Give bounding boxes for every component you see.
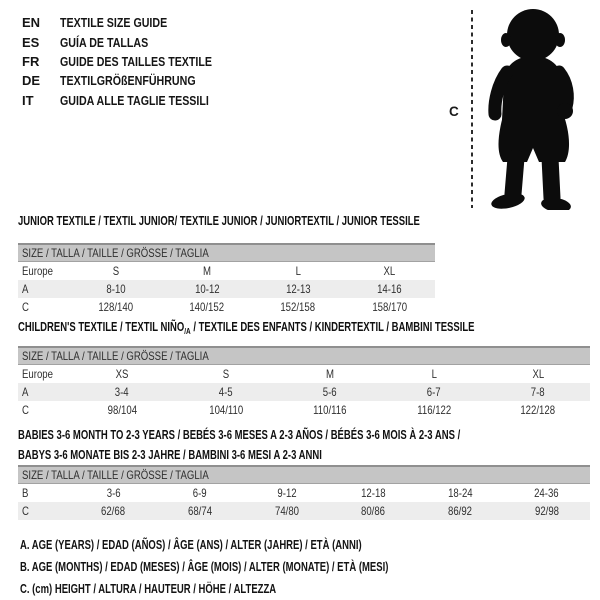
table-cell xyxy=(70,486,157,500)
table-cell xyxy=(70,367,174,381)
table-cell xyxy=(278,385,382,399)
section-title-line1 xyxy=(18,425,590,445)
table-cell xyxy=(278,367,382,381)
section-title-line2 xyxy=(18,445,590,465)
table-rows xyxy=(18,484,590,520)
table-cell xyxy=(253,282,344,296)
table-cell xyxy=(161,300,252,314)
table-row xyxy=(18,280,435,298)
table-cell-text: 80/86 xyxy=(361,504,386,518)
row-label xyxy=(18,264,70,278)
table-cell xyxy=(503,504,590,518)
table-cell xyxy=(382,403,486,417)
table-cell xyxy=(486,403,590,417)
table-cell-text: 158/170 xyxy=(372,300,407,314)
row-label xyxy=(18,486,70,500)
language-code: DE xyxy=(22,73,41,89)
table-cell-text: 110/116 xyxy=(313,403,347,417)
footnote xyxy=(20,556,505,578)
babies-size-table xyxy=(18,465,590,520)
language-title: TEXTILGRÖßENFÜHRUNG xyxy=(60,73,196,89)
table-cell-text: 3-6 xyxy=(106,486,121,500)
table-cell-text: 128/140 xyxy=(98,300,133,314)
table-row xyxy=(18,365,590,383)
table-cell xyxy=(161,282,252,296)
table-cell-text: 152/158 xyxy=(280,300,316,314)
table-cell xyxy=(70,403,174,417)
table-cell xyxy=(70,300,161,314)
row-label-text: C xyxy=(22,403,29,417)
section-title xyxy=(18,320,590,334)
table-cell-text: 12-18 xyxy=(361,486,386,500)
table-cell xyxy=(253,300,344,314)
language-row xyxy=(22,71,245,90)
language-row xyxy=(22,13,245,32)
table-cell xyxy=(70,282,161,296)
table-row xyxy=(18,502,590,520)
table-cell xyxy=(344,282,435,296)
table-cell xyxy=(174,403,278,417)
language-title: GUIDA ALLE TAGLIE TESSILI xyxy=(60,92,209,108)
row-label-text: C xyxy=(22,504,29,518)
language-row xyxy=(22,52,245,71)
language-code: EN xyxy=(22,15,41,31)
table-cell xyxy=(486,385,590,399)
footnote xyxy=(20,534,505,556)
size-header-text: SIZE / TALLA / TAILLE / GRÖSSE / TAGLIA xyxy=(22,246,209,260)
footnote xyxy=(20,578,505,600)
row-label-text: Europe xyxy=(22,367,53,381)
section-junior-textile xyxy=(18,214,435,316)
table-cell xyxy=(503,486,590,500)
footnote-text: B. AGE (MONTHS) / EDAD (MESES) / ÂGE (MOIS) / ALTER (MONATE) / ETÀ (MESI) xyxy=(20,560,389,574)
table-cell xyxy=(344,300,435,314)
size-header-text: SIZE / TALLA / TAILLE / GRÖSSE / TAGLIA xyxy=(22,468,209,482)
size-table-header-bar xyxy=(18,346,590,365)
table-cell-text: 68/74 xyxy=(187,504,213,518)
row-label xyxy=(18,282,70,296)
row-label-text: A xyxy=(22,282,29,296)
size-table-header-bar xyxy=(18,243,435,262)
title-part-before: CHILDREN'S TEXTILE / TEXTIL NIÑO xyxy=(18,320,185,334)
baby-silhouette-icon xyxy=(483,8,583,210)
table-rows xyxy=(18,262,435,316)
title-part-sub: /A xyxy=(184,326,191,336)
table-cell xyxy=(70,264,161,278)
table-cell-text: 24-36 xyxy=(534,486,559,500)
table-cell xyxy=(417,486,504,500)
height-measure-dashed-line xyxy=(471,10,473,208)
section-childrens-textile xyxy=(18,320,590,419)
row-label xyxy=(18,385,70,399)
table-row xyxy=(18,401,590,419)
table-cell xyxy=(330,504,417,518)
children-size-table xyxy=(18,346,590,419)
footnote-text: C. (cm) HEIGHT / ALTURA / HAUTEUR / HÖHE / ALTEZZA xyxy=(20,582,277,596)
table-cell-text: L xyxy=(295,264,301,278)
table-cell-text: 6-9 xyxy=(193,486,207,500)
language-title: GUIDE DES TAILLES TEXTILE xyxy=(60,53,213,69)
table-cell-text: XL xyxy=(383,264,396,278)
table-cell xyxy=(243,486,330,500)
language-row xyxy=(22,91,245,110)
table-cell xyxy=(243,504,330,518)
section-title-text: BABIES 3-6 MONTH TO 2-3 YEARS / BEBÉS 3-6 MESES A 2-3 AÑOS / BÉBÉS 3-6 MOIS À 2-3 ANS / xyxy=(18,428,461,442)
table-cell xyxy=(382,385,486,399)
title-part-after: / TEXTILE DES ENFANTS / KINDERTEXTIL / BAMBINI TESSILE xyxy=(190,320,475,334)
row-label-text: A xyxy=(22,385,29,399)
table-cell-text: 92/98 xyxy=(534,504,559,518)
table-cell-text: 3-4 xyxy=(115,385,129,399)
footnote-text: A. AGE (YEARS) / EDAD (AÑOS) / ÂGE (ANS) / ALTER (JAHRE) / ETÀ (ANNI) xyxy=(20,538,362,552)
footnotes xyxy=(20,534,505,600)
language-code: IT xyxy=(22,92,34,108)
table-cell-text: 140/152 xyxy=(189,300,225,314)
table-cell-text: 10-12 xyxy=(194,282,220,296)
table-cell xyxy=(382,367,486,381)
table-cell xyxy=(161,264,252,278)
table-cell-text: 8-10 xyxy=(106,282,126,296)
table-cell-text: 6-7 xyxy=(427,385,441,399)
table-cell-text: S xyxy=(222,367,230,381)
table-cell-text: 9-12 xyxy=(277,486,297,500)
table-cell-text: 104/110 xyxy=(209,403,243,417)
size-header-text: SIZE / TALLA / TAILLE / GRÖSSE / TAGLIA xyxy=(22,349,209,363)
table-cell-text: M xyxy=(326,367,334,381)
language-list xyxy=(22,13,245,110)
section-title xyxy=(18,214,435,228)
table-cell xyxy=(278,403,382,417)
language-title: TEXTILE SIZE GUIDE xyxy=(60,15,168,31)
language-row xyxy=(22,32,245,51)
table-cell xyxy=(486,367,590,381)
table-cell-text: 14-16 xyxy=(377,282,402,296)
table-cell-text: 12-13 xyxy=(285,282,311,296)
height-measure-label: C xyxy=(449,104,459,119)
table-cell xyxy=(70,504,157,518)
language-code: FR xyxy=(22,53,40,69)
table-cell-text: XL xyxy=(532,367,544,381)
table-cell xyxy=(157,486,244,500)
row-label-text: B xyxy=(22,486,29,500)
section-title-text: JUNIOR TEXTILE / TEXTIL JUNIOR/ TEXTILE JUNIOR / JUNIORTEXTIL / JUNIOR TESSILE xyxy=(18,214,420,228)
table-cell xyxy=(417,504,504,518)
row-label xyxy=(18,403,70,417)
table-cell xyxy=(344,264,435,278)
junior-size-table xyxy=(18,243,435,316)
row-label xyxy=(18,300,70,314)
row-label-text: Europe xyxy=(22,264,53,278)
table-cell-text: 86/92 xyxy=(448,504,473,518)
table-row xyxy=(18,298,435,316)
row-label xyxy=(18,367,70,381)
row-label-text: C xyxy=(22,300,29,314)
table-cell-text: 74/80 xyxy=(274,504,299,518)
table-cell xyxy=(157,504,244,518)
section-title xyxy=(18,425,590,465)
table-cell-text: 98/104 xyxy=(107,403,137,417)
table-row xyxy=(18,262,435,280)
size-table-header-bar xyxy=(18,465,590,484)
table-cell-text: 122/128 xyxy=(520,403,556,417)
table-cell-text: 116/122 xyxy=(417,403,451,417)
table-cell-text: L xyxy=(431,367,437,381)
table-cell xyxy=(330,486,417,500)
table-rows xyxy=(18,365,590,419)
table-cell xyxy=(174,367,278,381)
table-cell xyxy=(70,385,174,399)
table-cell-text: 4-5 xyxy=(219,385,233,399)
section-babies-textile xyxy=(18,425,590,520)
table-cell xyxy=(174,385,278,399)
section-title-text: BABYS 3-6 MONATE BIS 2-3 JAHRE / BAMBINI 3-6 MESI A 2-3 ANNI xyxy=(18,448,322,462)
table-cell-text: M xyxy=(202,264,211,278)
language-code: ES xyxy=(22,34,40,50)
row-label xyxy=(18,504,70,518)
table-row xyxy=(18,383,590,401)
section-title-text xyxy=(18,320,474,338)
table-cell-text: 5-6 xyxy=(323,385,337,399)
table-row xyxy=(18,484,590,502)
table-cell xyxy=(253,264,344,278)
language-title: GUÍA DE TALLAS xyxy=(60,34,149,50)
table-cell-text: S xyxy=(112,264,119,278)
table-cell-text: 18-24 xyxy=(447,486,473,500)
table-cell-text: XS xyxy=(115,367,129,381)
table-cell-text: 62/68 xyxy=(101,504,126,518)
table-cell-text: 7-8 xyxy=(531,385,545,399)
